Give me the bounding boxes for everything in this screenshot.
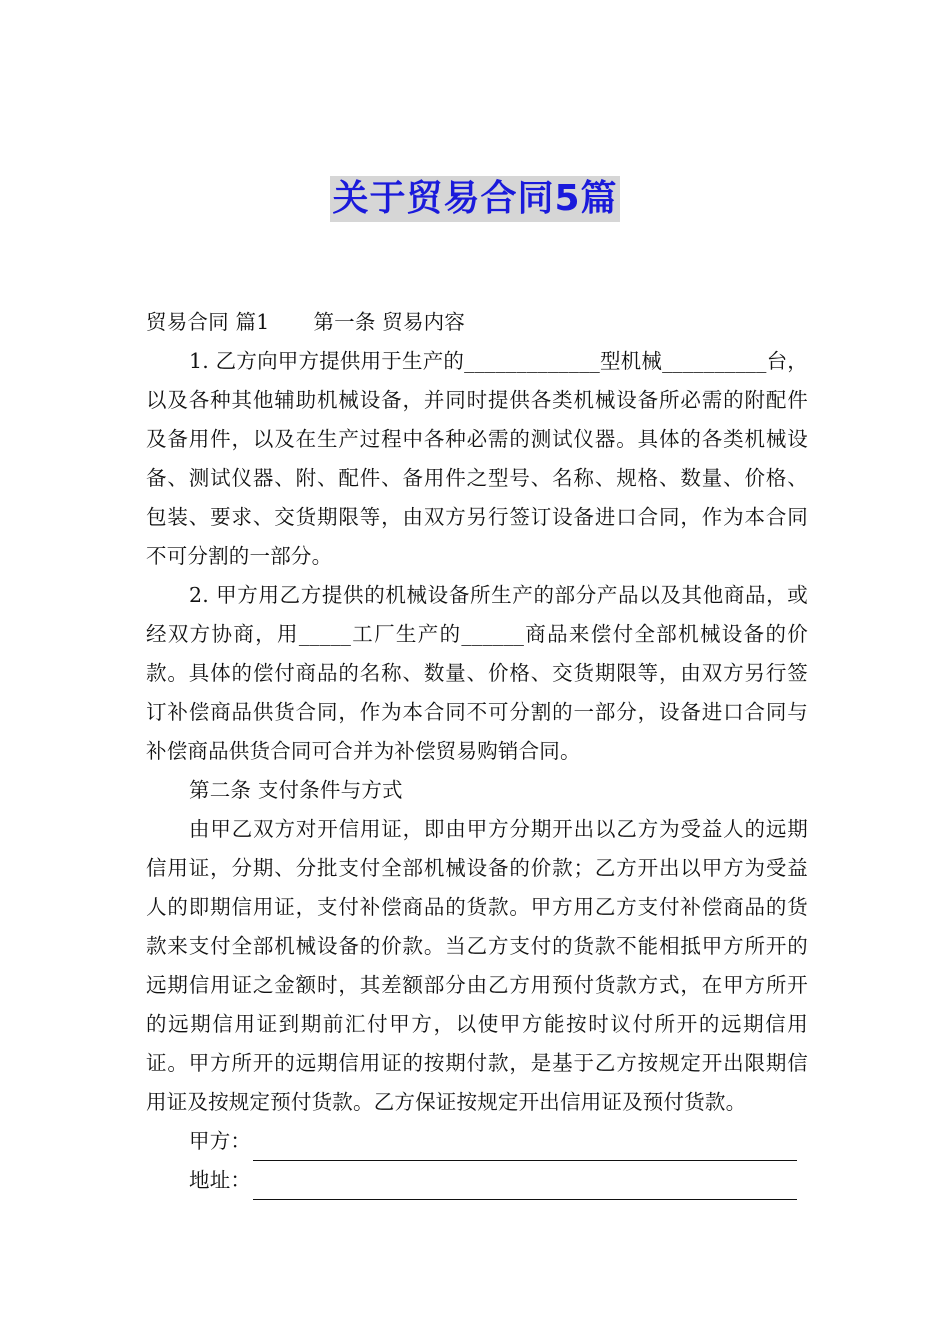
party-a-label: 甲方：: [189, 1129, 252, 1153]
section-label: 贸易合同 篇1: [146, 310, 270, 334]
address-field: [146, 1161, 808, 1200]
clause-1-paragraph: 1. 乙方向甲方提供用于生产的_____________型机械__________台，以及各种其他辅助机械设备，并同时提供各类机械设备所必需的附配件及备用件，以及在生产过程中各种必需的测试仪器。具体的各类机械设备、测试仪器、附、配件、备用件之型号、名称、规格、数量、价格、包装、要求、交货期限等，由双方另行签订设备进口合同，作为本合同不可分割的一部分。: [146, 349, 808, 568]
clause-2-paragraph: 2. 甲方用乙方提供的机械设备所生产的部分产品以及其他商品，或经双方协商，用_____工厂生产的______商品来偿付全部机械设备的价款。具体的偿付商品的名称、数量、价格、交货期限等，由双方另行签订补偿商品供货合同，作为本合同不可分割的一部分，设备进口合同与补偿商品供货合同可合并为补偿贸易购销合同。: [146, 583, 808, 763]
article-two-heading: 第二条 支付条件与方式: [189, 778, 403, 802]
payment-terms-paragraph: 由甲乙双方对开信用证，即由甲方分期开出以乙方为受益人的远期信用证，分期、分批支付全部机械设备的价款；乙方开出以甲方为受益人的即期信用证，支付补偿商品的货款。甲方用乙方支付补偿商品的货款来支付全部机械设备的价款。当乙方支付的货款不能相抵甲方所开的远期信用证之金额时，其差额部分由乙方用预付货款方式，在甲方所开的远期信用证到期前汇付甲方，以使甲方能按时议付所开的远期信用证。甲方所开的远期信用证的按期付款，是基于乙方按规定开出限期信用证及按规定预付货款。乙方保证按规定开出信用证及预付货款。: [146, 817, 808, 1114]
address-blank-line[interactable]: [253, 1169, 797, 1200]
title-block: [0, 176, 950, 222]
article-one-heading: 第一条 贸易内容: [313, 310, 466, 334]
section-heading-line: [146, 303, 808, 342]
document-title: 关于贸易合同5篇: [330, 176, 619, 222]
party-a-blank-line[interactable]: [253, 1130, 797, 1161]
address-label: 地址：: [189, 1168, 252, 1192]
party-a-field: [146, 1122, 808, 1161]
document-body: [146, 303, 808, 1200]
